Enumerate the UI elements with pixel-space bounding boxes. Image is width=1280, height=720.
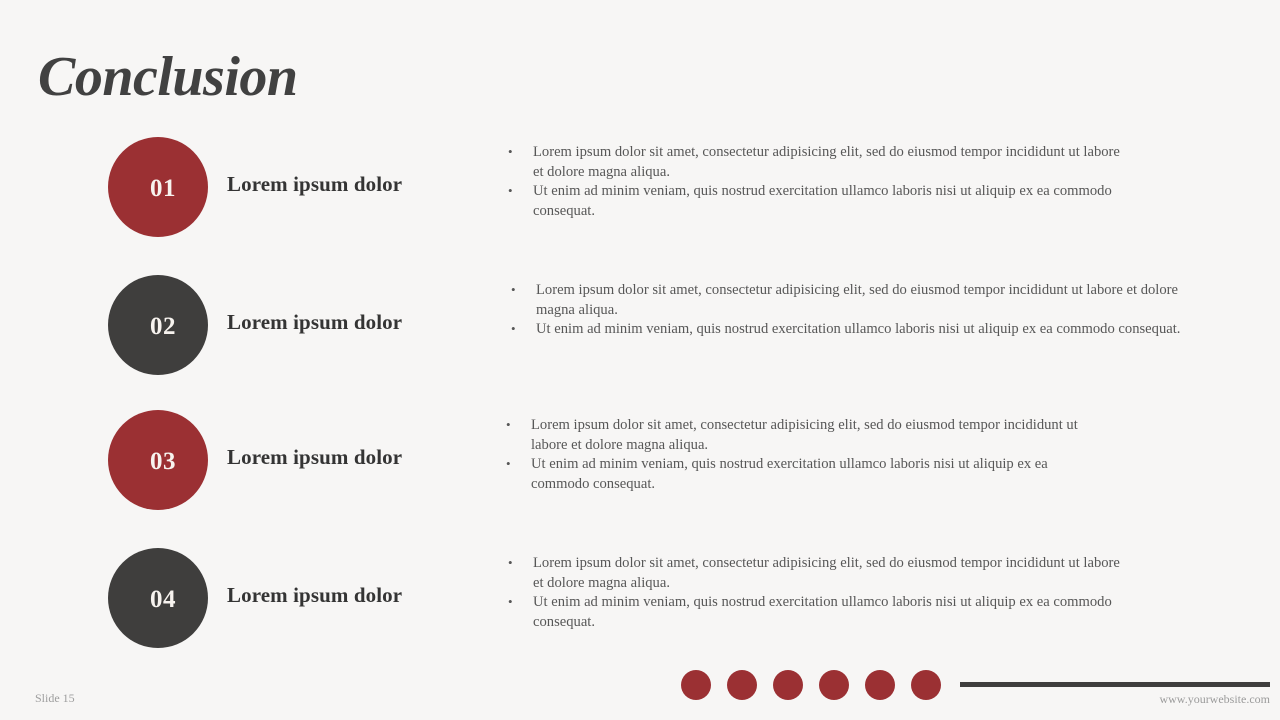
bullet-list-03: [500, 416, 1100, 494]
list-item: • Lorem ipsum dolor sit amet, consectetur adipisicing elit, sed do eiusmod tempor incididunt ut labore et dolore magna aliqua.: [502, 554, 1132, 593]
decorative-dot-icon: [819, 670, 849, 700]
decorative-dot-icon: [681, 670, 711, 700]
conclusion-row-4: [0, 538, 1280, 678]
list-item: • Ut enim ad minim veniam, quis nostrud exercitation ullamco laboris nisi ut aliquip ex ea commodo consequat.: [500, 455, 1100, 494]
slide-number-label: Slide 15: [35, 691, 75, 705]
decorative-dot-icon: [727, 670, 757, 700]
step-badge-01: [108, 137, 208, 237]
list-item: • Lorem ipsum dolor sit amet, consectetur adipisicing elit, sed do eiusmod tempor incididunt ut labore et dolore magna aliqua.: [505, 281, 1195, 320]
step-badge-04: [108, 548, 208, 648]
conclusion-row-1: [0, 127, 1280, 267]
decorative-dot-icon: [911, 670, 941, 700]
list-item: • Ut enim ad minim veniam, quis nostrud exercitation ullamco laboris nisi ut aliquip ex ea commodo consequat.: [502, 182, 1127, 221]
step-title-03: Lorem ipsum dolor: [227, 445, 403, 469]
step-number-label: 03: [150, 448, 176, 475]
step-badge-02: [108, 275, 208, 375]
decorative-dot-icon: [773, 670, 803, 700]
list-item: • Ut enim ad minim veniam, quis nostrud exercitation ullamco laboris nisi ut aliquip ex ea commodo consequat.: [502, 593, 1132, 632]
decorative-dots: [681, 670, 941, 700]
step-title-04: Lorem ipsum dolor: [227, 583, 403, 607]
website-label: www.yourwebsite.com: [1159, 692, 1270, 706]
footer-divider: [960, 682, 1270, 687]
step-title-01: Lorem ipsum dolor: [227, 172, 403, 196]
step-number-label: 02: [150, 313, 176, 340]
bullet-list-02: [505, 281, 1195, 340]
list-item: • Ut enim ad minim veniam, quis nostrud exercitation ullamco laboris nisi ut aliquip ex ea commodo consequat.: [505, 320, 1195, 340]
page-title: Conclusion: [38, 46, 298, 108]
list-item: • Lorem ipsum dolor sit amet, consectetur adipisicing elit, sed do eiusmod tempor incididunt ut labore et dolore magna aliqua.: [500, 416, 1100, 455]
step-badge-03: [108, 410, 208, 510]
conclusion-row-3: [0, 400, 1280, 540]
step-number-label: 04: [150, 586, 176, 613]
step-number-label: 01: [150, 175, 176, 202]
bullet-list-01: [502, 143, 1127, 221]
step-title-02: Lorem ipsum dolor: [227, 310, 403, 334]
conclusion-row-2: [0, 265, 1280, 405]
decorative-dot-icon: [865, 670, 895, 700]
bullet-list-04: [502, 554, 1132, 632]
list-item: • Lorem ipsum dolor sit amet, consectetur adipisicing elit, sed do eiusmod tempor incididunt ut labore et dolore magna aliqua.: [502, 143, 1127, 182]
